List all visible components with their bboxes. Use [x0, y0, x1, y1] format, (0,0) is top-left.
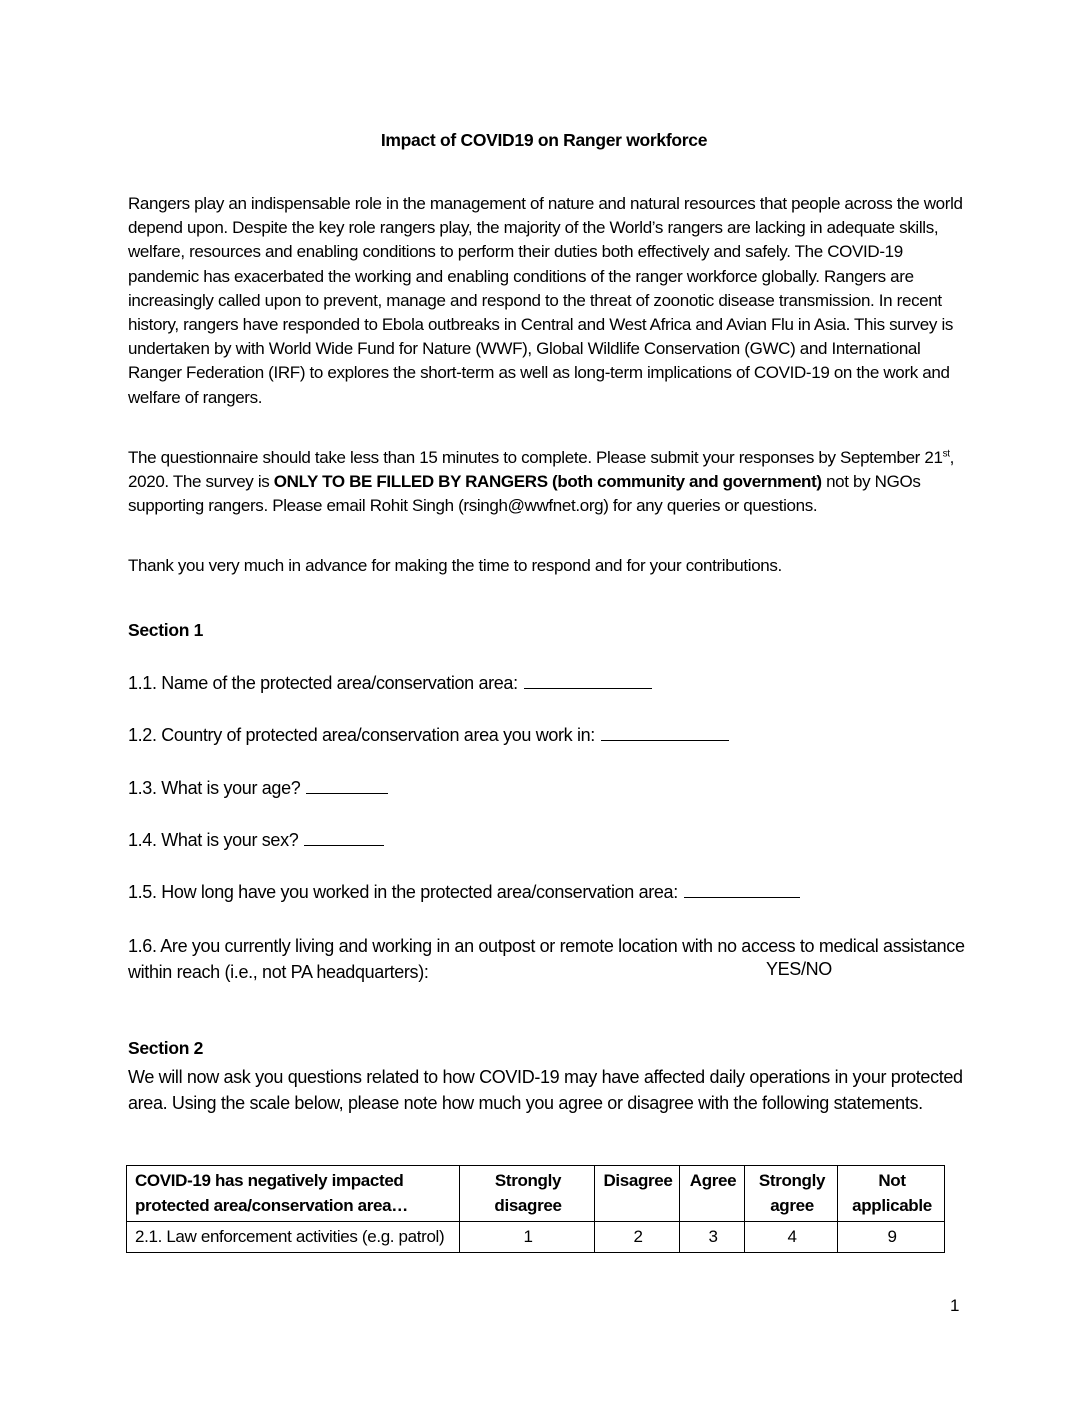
question-1-5: [128, 881, 800, 903]
table-header-row: [127, 1166, 945, 1222]
question-label: 1.5. How long have you worked in the protected area/conservation area:: [128, 882, 678, 902]
option-agree[interactable]: 3: [680, 1222, 745, 1253]
question-1-1: [128, 672, 652, 694]
question-1-3: [128, 777, 388, 799]
answer-blank-country[interactable]: [601, 724, 729, 741]
question-label: 1.1. Name of the protected area/conservation area:: [128, 673, 518, 693]
header-disagree: Disagree: [595, 1166, 680, 1222]
option-not-applicable[interactable]: 9: [838, 1222, 945, 1253]
question-label: 1.4. What is your sex?: [128, 830, 299, 850]
header-agree: Agree: [680, 1166, 745, 1222]
instructions-paragraph: [128, 446, 968, 519]
section2-heading: Section 2: [128, 1038, 204, 1058]
option-strongly-agree[interactable]: 4: [745, 1222, 838, 1253]
header-strongly-agree: Strongly agree: [745, 1166, 838, 1222]
answer-blank-tenure[interactable]: [684, 881, 800, 898]
answer-blank-age[interactable]: [306, 777, 388, 794]
statement-cell: 2.1. Law enforcement activities (e.g. patrol): [127, 1222, 460, 1253]
page-number: 1: [950, 1296, 960, 1315]
instructions-text-2: , 2020. The survey is: [128, 448, 955, 492]
answer-blank-area-name[interactable]: [524, 672, 652, 689]
header-statement: COVID-19 has negatively impacted protected area/conservation area…: [127, 1166, 460, 1222]
rangers-only-notice: ONLY TO BE FILLED BY RANGERS (both community and government): [273, 472, 822, 492]
header-strongly-disagree: Strongly disagree: [460, 1166, 595, 1222]
option-strongly-disagree[interactable]: 1: [460, 1222, 595, 1253]
ordinal-suffix: st: [942, 448, 950, 460]
document-title: Impact of COVID19 on Ranger workforce: [380, 130, 708, 150]
section2-intro: We will now ask you questions related to how COVID-19 may have affected daily operations in your protected area. Using the scale below, please note how much you agree or disagree with the following statements.: [128, 1067, 963, 1113]
thanks-paragraph: Thank you very much in advance for making the time to respond and for your contributions.: [128, 556, 782, 575]
yes-no-options[interactable]: YES/NO: [766, 959, 832, 979]
question-label: 1.2. Country of protected area/conservation area you work in:: [128, 725, 595, 745]
question-label: 1.3. What is your age?: [128, 778, 301, 798]
intro-paragraph: Rangers play an indispensable role in the management of nature and natural resources that people across the world depend upon. Despite the key role rangers play, the majority of the World’s rangers are lacking in adequate skills, welfare, resources and enabling conditions to perform their duties both effectively and safely. The COVID-19 pandemic has exacerbated the working and enabling conditions of the ranger workforce globally. Rangers are increasingly called upon to prevent, manage and respond to the threat of zoonotic disease transmission. In recent history, rangers have responded to Ebola outbreaks in Central and West Africa and Avian Flu in Asia. This survey is undertaken by with World Wide Fund for Nature (WWF), Global Wildlife Conservation (GWC) and International Ranger Federation (IRF) to explores the short-term as well as long-term implications of COVID-19 on the work and welfare of rangers.: [128, 194, 963, 407]
question-1-4: [128, 829, 384, 851]
answer-blank-sex[interactable]: [304, 829, 384, 846]
instructions-text-3: not by NGOs supporting rangers. Please email Rohit Singh (rsingh@wwfnet.org) for any queries or questions.: [128, 472, 921, 516]
table-row: [127, 1222, 945, 1253]
likert-scale-table: [126, 1165, 945, 1253]
question-1-2: [128, 724, 729, 746]
question-1-6: 1.6. Are you currently living and working in an outpost or remote location with no access to medical assistance within reach (i.e., not PA headquarters):: [128, 936, 965, 982]
instructions-text-1: The questionnaire should take less than 15 minutes to complete. Please submit your responses by September 21: [128, 448, 943, 467]
header-not-applicable: Not applicable: [838, 1166, 945, 1222]
option-disagree[interactable]: 2: [595, 1222, 680, 1253]
section1-heading: Section 1: [128, 620, 204, 640]
